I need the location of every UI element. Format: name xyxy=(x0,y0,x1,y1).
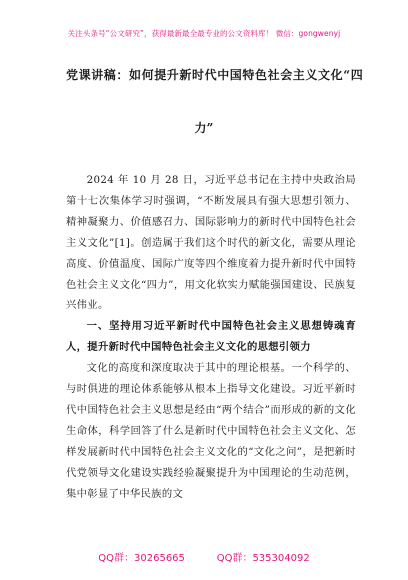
qq-footer xyxy=(0,549,408,564)
qq-group-1: QQ群：30265665 xyxy=(98,553,185,564)
promo-header: 关注头条号“公文研究”，获得最新最全最专业的公文资料库！ 微信：gongwenyj xyxy=(67,29,341,38)
document-title-line-2: 力” xyxy=(194,121,214,135)
document-title-line-1: 党课讲稿：如何提升新时代中国特色社会主义文化“四 xyxy=(66,68,364,82)
section-heading-1: 一、坚持用习近平新时代中国特色社会主义思想铸魂育人，提升新时代中国特色社会主义文化的思想引领力 xyxy=(66,320,356,354)
document-body xyxy=(66,170,356,505)
qq-group-2: QQ群：535304092 xyxy=(216,553,310,564)
paragraph-section-1: 文化的高度和深度取决于其中的理论根基。一个科学的、与时俱进的理论体系能够从根本上指导文化建设。习近平新时代中国特色社会主义思想是经由“两个结合”而形成的新的文化生命体，科学回答了什么是新时代中国特色社会主义文化、怎样发展新时代中国特色社会主义文化的“文化之问”，是把新时代党领导文化建设实践经验凝聚提升为中国理论的生动范例，集中彰显了中华民族的文 xyxy=(66,362,356,500)
paragraph-intro: 2024 年 10 月 28 日，习近平总书记在主持中央政治局第十七次集体学习时强调，“不断发展具有强大思想引领力、精神凝聚力、价值感召力、国际影响力的新时代中国特色社会主义文化”[1]。创造属于我们这个时代的新文化，需要从理论高度、价值温度、国际广度等四个维度着力提升新时代中国特色社会主义文化“四力”，用文化软实力赋能强国建设、民族复兴伟业。 xyxy=(66,174,356,312)
